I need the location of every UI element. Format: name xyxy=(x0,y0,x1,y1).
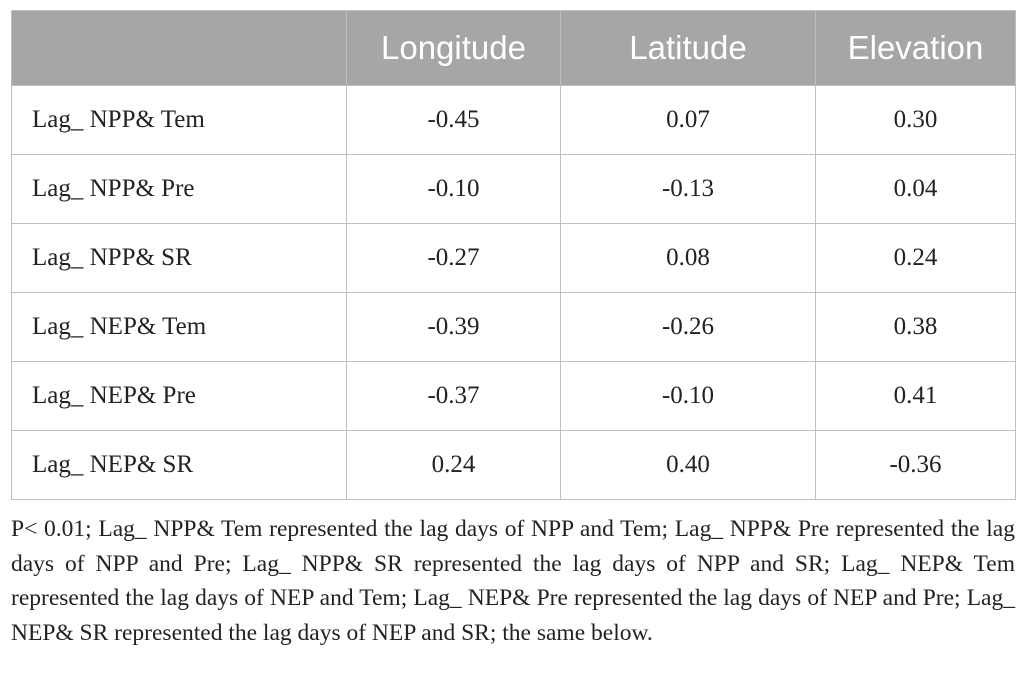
cell-latitude: -0.10 xyxy=(561,362,816,431)
cell-elevation: 0.41 xyxy=(816,362,1016,431)
cell-longitude: -0.37 xyxy=(347,362,561,431)
cell-longitude: -0.45 xyxy=(347,86,561,155)
cell-elevation: 0.30 xyxy=(816,86,1016,155)
row-label: Lag_ NPP& Pre xyxy=(12,155,347,224)
row-label: Lag_ NPP& Tem xyxy=(12,86,347,155)
cell-elevation: 0.24 xyxy=(816,224,1016,293)
table-row xyxy=(12,293,1016,362)
correlation-table-container xyxy=(11,10,1015,500)
cell-longitude: -0.27 xyxy=(347,224,561,293)
header-cell-corner xyxy=(12,11,347,86)
cell-longitude: 0.24 xyxy=(347,431,561,500)
cell-latitude: 0.08 xyxy=(561,224,816,293)
row-label: Lag_ NEP& Pre xyxy=(12,362,347,431)
cell-latitude: 0.07 xyxy=(561,86,816,155)
cell-latitude: 0.40 xyxy=(561,431,816,500)
correlation-table xyxy=(11,10,1016,500)
row-label: Lag_ NEP& Tem xyxy=(12,293,347,362)
cell-elevation: -0.36 xyxy=(816,431,1016,500)
table-row xyxy=(12,224,1016,293)
cell-latitude: -0.13 xyxy=(561,155,816,224)
header-cell-latitude: Latitude xyxy=(561,11,816,86)
cell-longitude: -0.10 xyxy=(347,155,561,224)
cell-elevation: 0.04 xyxy=(816,155,1016,224)
cell-longitude: -0.39 xyxy=(347,293,561,362)
table-row xyxy=(12,155,1016,224)
table-footnote: P< 0.01; Lag_ NPP& Tem represented the lag days of NPP and Tem; Lag_ NPP& Pre represented the lag days of NPP and Pre; Lag_ NPP& SR represented the lag days of NPP and SR; Lag_ NEP& Tem represented the lag days of NEP and Tem; Lag_ NEP& Pre represented the lag days of NEP and Pre; Lag_ NEP& SR represented the lag days of NEP and SR; the same below. xyxy=(11,516,1015,646)
table-header-row xyxy=(12,11,1016,86)
header-cell-elevation: Elevation xyxy=(816,11,1016,86)
cell-latitude: -0.26 xyxy=(561,293,816,362)
cell-elevation: 0.38 xyxy=(816,293,1016,362)
table-row xyxy=(12,431,1016,500)
row-label: Lag_ NEP& SR xyxy=(12,431,347,500)
table-row xyxy=(12,86,1016,155)
row-label: Lag_ NPP& SR xyxy=(12,224,347,293)
header-cell-longitude: Longitude xyxy=(347,11,561,86)
table-row xyxy=(12,362,1016,431)
